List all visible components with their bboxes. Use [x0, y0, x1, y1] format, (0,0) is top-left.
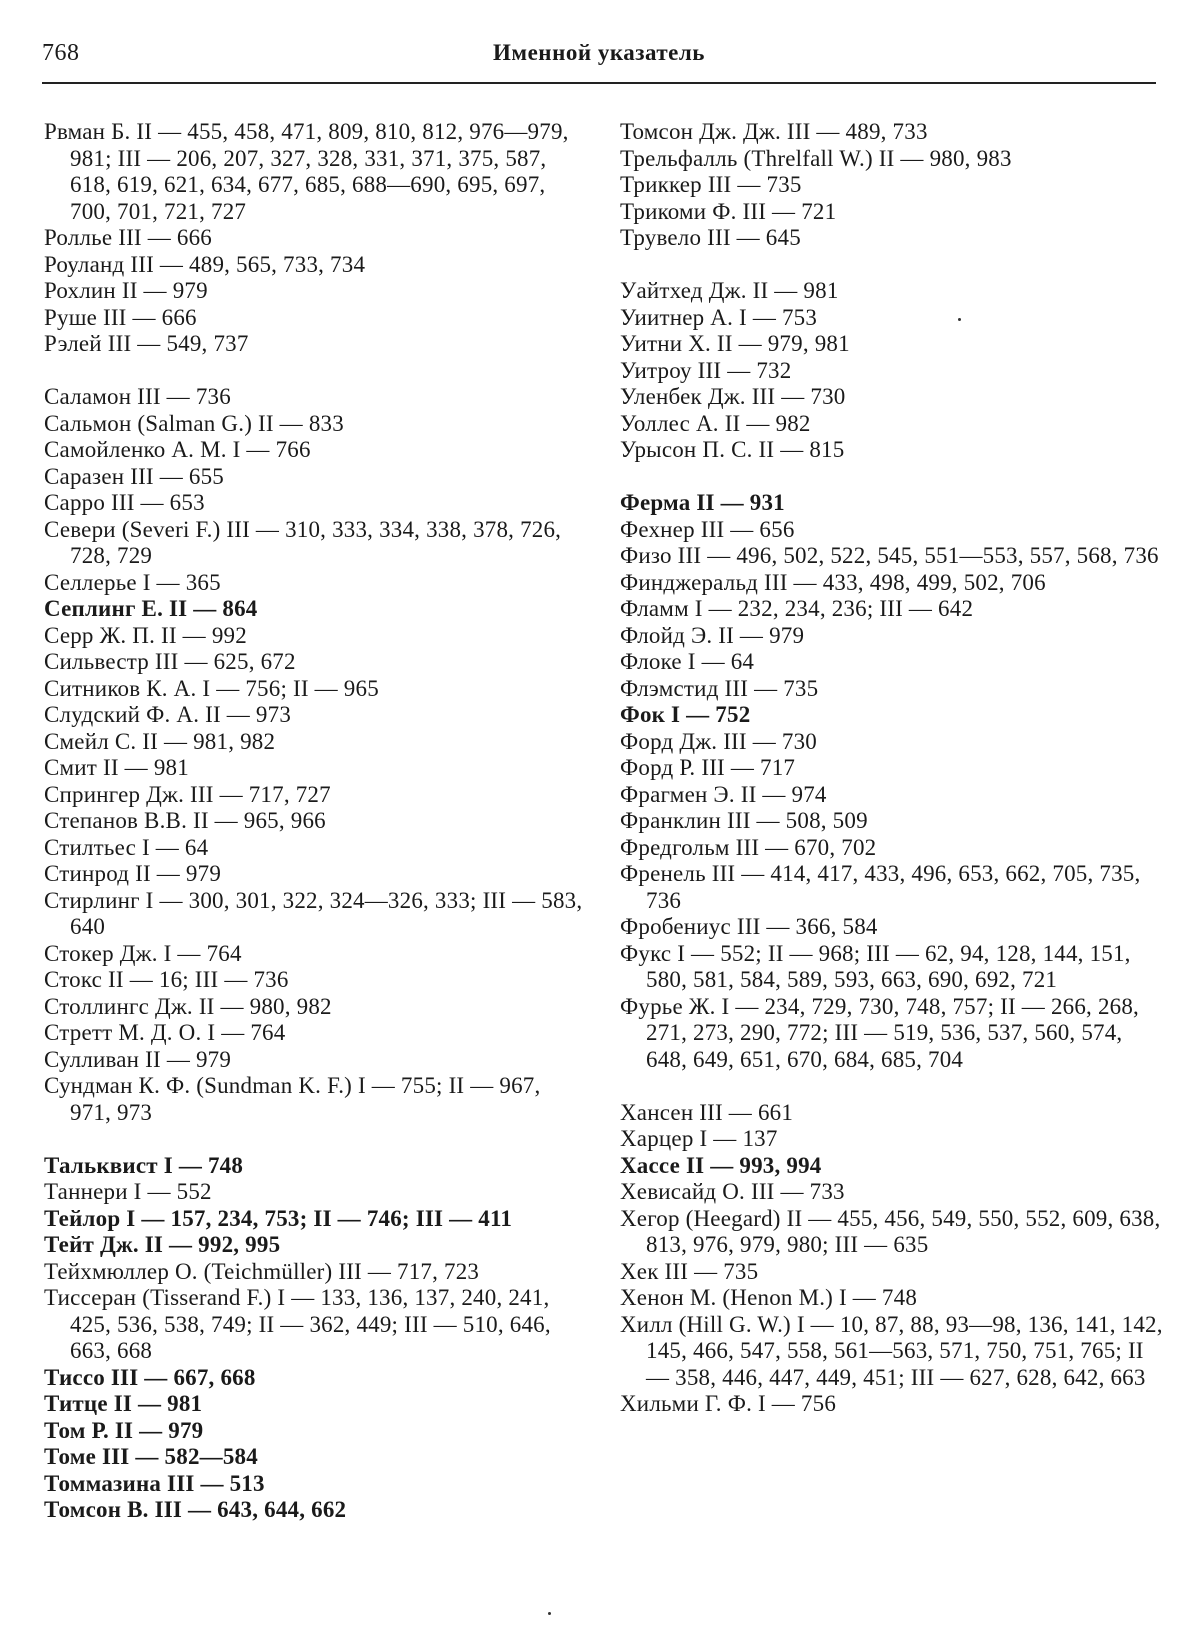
index-entry: Томе III — 582—584 — [44, 1444, 258, 1469]
index-entry: Тиссо III — 667, 668 — [44, 1364, 256, 1390]
index-entry: Фламм I — 232, 234, 236; III — 642 — [620, 596, 974, 621]
index-entry: Уоллес А. II — 982 — [620, 410, 811, 436]
index-entry: Финджеральд III — 433, 498, 499, 502, 706 — [620, 569, 1046, 595]
index-entry: Форд Дж. III — 730 — [620, 728, 817, 754]
index-entry: Серр Ж. П. II — 992 — [44, 622, 247, 648]
index-entry: Слудский Ф. А. II — 973 — [44, 702, 292, 727]
section-gap — [620, 464, 1165, 491]
index-entry: Трельфалль (Threlfall W.) II — 980, 983 — [620, 145, 1012, 171]
index-entry: Фредгольм III — 670, 702 — [620, 834, 877, 860]
index-entry: Хегор (Heegard) II — 455, 456, 549, 550, 552, 609, 638, 813, 976, 979, 980; III — 635 — [620, 1205, 1161, 1257]
index-entry: Стретт М. Д. О. I — 764 — [44, 1020, 286, 1045]
index-entry: Форд Р. III — 717 — [620, 755, 796, 780]
index-entry: Ситников К. А. I — 756; II — 965 — [44, 675, 379, 701]
index-entry: Уитни Х. II — 979, 981 — [620, 331, 850, 356]
index-entry: Стинрод II — 979 — [44, 861, 222, 886]
index-entry: Хилл (Hill G. W.) I — 10, 87, 88, 93—98, 136, 141, 142, 145, 466, 547, 558, 561—563, 571, 750, 751, 765; II — 358, 446, 447, 449, 451; III — 627, 628, 642, 663 — [620, 1311, 1163, 1390]
stray-dot — [958, 318, 961, 321]
index-entry: Урысон П. С. II — 815 — [620, 437, 845, 462]
index-entry: Ферма II — 931 — [620, 490, 785, 515]
index-entry: Стилтьес I — 64 — [44, 834, 209, 860]
section-gap — [620, 1073, 1165, 1100]
running-title: Именной указатель — [493, 40, 705, 65]
index-entry: Томмазина III — 513 — [44, 1470, 265, 1496]
index-entry: Триккер III — 735 — [620, 172, 802, 197]
section-gap — [44, 1126, 584, 1153]
index-entry: Харцер I — 137 — [620, 1126, 778, 1151]
index-entry: Хильми Г. Ф. I — 756 — [620, 1391, 837, 1416]
index-column-left — [44, 119, 584, 1524]
index-entry: Франклин III — 508, 509 — [620, 808, 868, 833]
index-entry: Флоке I — 64 — [620, 649, 755, 674]
index-entry: Фрагмен Э. II — 974 — [620, 781, 827, 807]
index-entry: Таннери I — 552 — [44, 1179, 212, 1204]
index-entry: Степанов В.В. II — 965, 966 — [44, 808, 326, 833]
index-entry: Спрингер Дж. III — 717, 727 — [44, 781, 331, 807]
index-entry: Уиитнер А. I — 753 — [620, 304, 818, 330]
index-entry: Уайтхед Дж. II — 981 — [620, 278, 839, 303]
index-entry: Уленбек Дж. III — 730 — [620, 384, 846, 409]
index-entry: Сулливан II — 979 — [44, 1046, 232, 1072]
index-entry: Смейл С. II — 981, 982 — [44, 728, 276, 754]
index-entry: Рохлин II — 979 — [44, 278, 208, 303]
index-entry: Столлингс Дж. II — 980, 982 — [44, 993, 332, 1019]
index-entry: Саламон III — 736 — [44, 384, 231, 409]
index-entry: Сеплинг Е. II — 864 — [44, 596, 258, 621]
index-entry: Хассе II — 993, 994 — [620, 1152, 822, 1178]
index-entry: Фурье Ж. I — 234, 729, 730, 748, 757; II — 266, 268, 271, 273, 290, 772; III — 519, 536, 537, 560, 574, 648, 649, 651, 670, 684, 685, 704 — [620, 993, 1139, 1072]
index-entry: Фробениус III — 366, 584 — [620, 914, 878, 939]
index-entry: Физо III — 496, 502, 522, 545, 551—553, 557, 568, 736 — [620, 543, 1159, 568]
index-column-right — [620, 119, 1165, 1418]
index-entry: Флэмстид III — 735 — [620, 675, 819, 701]
index-entry: Том Р. II — 979 — [44, 1417, 204, 1443]
index-entry: Хек III — 735 — [620, 1258, 759, 1284]
index-entry: Саразен III — 655 — [44, 463, 224, 489]
index-entry: Трувело III — 645 — [620, 225, 801, 250]
index-entry: Тейлор I — 157, 234, 753; II — 746; III — 411 — [44, 1205, 513, 1231]
index-entry: Сальмон (Salman G.) II — 833 — [44, 410, 344, 436]
index-entry: Фок I — 752 — [620, 702, 751, 727]
index-entry: Хенон М. (Henon M.) I — 748 — [620, 1285, 918, 1310]
section-gap — [44, 358, 584, 385]
index-entry: Трикоми Ф. III — 721 — [620, 198, 837, 224]
page-number: 768 — [42, 40, 80, 66]
index-entry: Томсон Дж. Дж. III — 489, 733 — [620, 119, 928, 144]
index-entry: Титце II — 981 — [44, 1391, 203, 1416]
index-entry: Самойленко А. М. I — 766 — [44, 437, 311, 462]
index-entry: Смит II — 981 — [44, 755, 189, 780]
index-entry: Роуланд III — 489, 565, 733, 734 — [44, 251, 366, 277]
index-entry: Фехнер III — 656 — [620, 516, 795, 542]
index-entry: Сундман К. Ф. (Sundman K. F.) I — 755; II — 967, 971, 973 — [44, 1073, 541, 1125]
index-entry: Тиссеран (Tisserand F.) I — 133, 136, 137, 240, 241, 425, 536, 538, 749; II — 362, 449; III — 510, 646, 663, 668 — [44, 1285, 551, 1363]
index-entry: Флойд Э. II — 979 — [620, 622, 805, 648]
index-entry: Томсон В. III — 643, 644, 662 — [44, 1497, 347, 1522]
index-entry: Уитроу III — 732 — [620, 357, 792, 383]
index-entry: Стокс II — 16; III — 736 — [44, 967, 289, 992]
index-entry: Френель III — 414, 417, 433, 496, 653, 662, 705, 735, 736 — [620, 861, 1141, 913]
stray-dot — [548, 1612, 551, 1615]
index-entry: Севери (Severi F.) III — 310, 333, 334, 338, 378, 726, 728, 729 — [44, 516, 562, 568]
index-entry: Сарро III — 653 — [44, 490, 205, 515]
index-entry: Рвман Б. II — 455, 458, 471, 809, 810, 812, 976—979, 981; III — 206, 207, 327, 328, 331, 371, 375, 587, 618, 619, 621, 634, 677, 685, 688—690, 695, 697, 700, 701, 721, 727 — [44, 119, 569, 224]
index-entry: Руше III — 666 — [44, 304, 197, 330]
index-entry: Тейхмюллер О. (Teichmüller) III — 717, 723 — [44, 1258, 480, 1284]
index-entry: Стокер Дж. I — 764 — [44, 940, 242, 966]
index-entry: Тальквист I — 748 — [44, 1152, 244, 1178]
index-entry: Рэлей III — 549, 737 — [44, 331, 249, 356]
index-entry: Хевисайд О. III — 733 — [620, 1179, 845, 1204]
index-entry: Стирлинг I — 300, 301, 322, 324—326, 333; III — 583, 640 — [44, 887, 583, 939]
section-gap — [620, 252, 1165, 279]
index-entry: Тейт Дж. II — 992, 995 — [44, 1232, 281, 1257]
page-header — [42, 38, 1156, 84]
index-entry: Хансен III — 661 — [620, 1099, 794, 1125]
index-entry: Роллье III — 666 — [44, 225, 212, 250]
index-entry: Селлерье I — 365 — [44, 569, 221, 595]
index-entry: Сильвестр III — 625, 672 — [44, 649, 296, 674]
index-entry: Фукс I — 552; II — 968; III — 62, 94, 128, 144, 151, 580, 581, 584, 589, 593, 663, 690, 692, 721 — [620, 940, 1131, 992]
